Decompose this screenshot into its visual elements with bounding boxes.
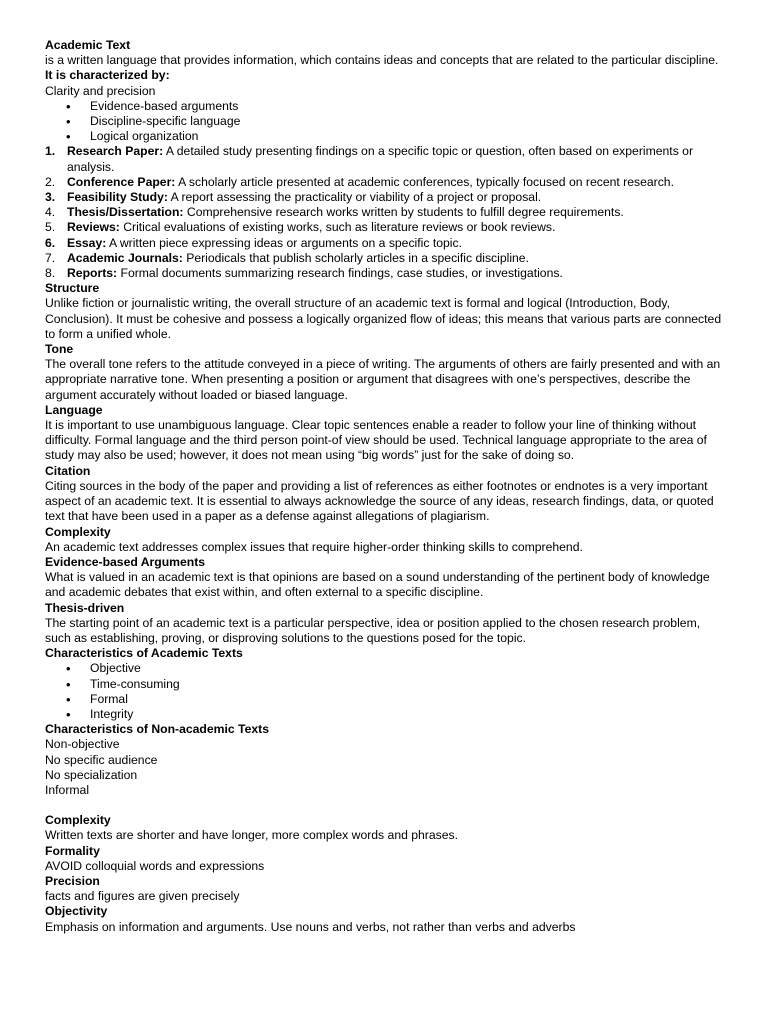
academic-characteristics-heading: Characteristics of Academic Texts xyxy=(45,646,243,661)
list-item xyxy=(45,220,725,235)
section-heading: Citation xyxy=(45,463,91,478)
feature-text: facts and figures are given precisely xyxy=(45,889,240,904)
nonacademic-item: No specific audience xyxy=(45,752,158,767)
list-item xyxy=(45,144,725,174)
item-description: Critical evaluations of existing works, such as literature reviews or book reviews. xyxy=(119,220,556,235)
list-item: • Integrity xyxy=(45,707,725,722)
list-item xyxy=(45,251,725,266)
section-text: Unlike fiction or journalistic writing, the overall structure of an academic text is formal and logical (Introduction, Body, Conclusion). It must be cohesive and possess a logically organized flow of ideas; this means that various parts are connected to form a unified whole. xyxy=(45,296,722,341)
list-item: • Discipline-specific language xyxy=(45,114,725,129)
section-text: It is important to use unambiguous language. Clear topic sentences enable a reader to follow your line of thinking without difficulty. Formal language and the third person point-of view should be used. Technical language appropriate to the area of study may also be used; however, it does not mean using “big words” just for the sake of doing so. xyxy=(45,418,707,463)
feature-text: AVOID colloquial words and expressions xyxy=(45,858,265,873)
item-description: A report assessing the practicality or viability of a project or proposal. xyxy=(167,190,542,205)
document-page xyxy=(45,38,725,935)
list-item xyxy=(45,175,725,190)
list-item: • Evidence-based arguments xyxy=(45,99,725,114)
nonacademic-characteristics-heading: Characteristics of Non-academic Texts xyxy=(45,722,269,737)
section-text: The starting point of an academic text is a particular perspective, idea or position applied to the chosen research problem, such as establishing, proving, or disproving solutions to the questions posed for the topic. xyxy=(45,615,701,645)
feature-text: Written texts are shorter and have longer, more complex words and phrases. xyxy=(45,828,458,843)
item-number: 4. xyxy=(45,205,56,220)
list-item: • Time-consuming xyxy=(45,677,725,692)
feature-heading: Complexity xyxy=(45,813,111,828)
section-heading: Evidence-based Arguments xyxy=(45,554,206,569)
item-term: Essay: xyxy=(67,235,107,250)
section-heading: Thesis-driven xyxy=(45,600,125,615)
feature-heading: Precision xyxy=(45,873,100,888)
text-types-list xyxy=(45,144,725,281)
item-number: 6. xyxy=(45,235,56,250)
nonacademic-item: No specialization xyxy=(45,767,138,782)
characterized-list xyxy=(45,99,725,145)
item-number: 8. xyxy=(45,266,56,281)
characterized-first-item: Clarity and precision xyxy=(45,83,156,98)
section-heading: Language xyxy=(45,402,103,417)
item-description: A scholarly article presented at academic conferences, typically focused on recent research. xyxy=(175,174,674,189)
section-heading: Structure xyxy=(45,281,100,296)
item-description: Periodicals that publish scholarly articles in a specific discipline. xyxy=(182,250,529,265)
item-term: Reports: xyxy=(67,266,118,281)
document-title: Academic Text xyxy=(45,38,131,52)
item-term: Research Paper: xyxy=(67,144,164,159)
item-term: Conference Paper: xyxy=(67,174,176,189)
item-number: 7. xyxy=(45,250,56,265)
section-text: Citing sources in the body of the paper and providing a list of references as either footnotes or endnotes is a very important aspect of an academic text. It is essential to always acknowledge the source of any ideas, research findings, data, or quoted text that have been used in a paper as a defense against allegations of plagiarism. xyxy=(45,478,714,524)
item-term: Reviews: xyxy=(67,220,120,235)
definition-text: is a written language that provides information, which contains ideas and concepts that are related to the particular discipline. xyxy=(45,53,719,68)
item-term: Academic Journals: xyxy=(67,250,183,265)
list-item xyxy=(45,236,725,251)
list-item: • Formal xyxy=(45,692,725,707)
feature-heading: Objectivity xyxy=(45,904,108,919)
list-item xyxy=(45,205,725,220)
item-term: Feasibility Study: xyxy=(67,190,168,205)
item-number: 5. xyxy=(45,220,56,235)
item-description: A detailed study presenting findings on a specific topic or question, often based on experiments or analysis. xyxy=(67,144,694,174)
nonacademic-item: Informal xyxy=(45,782,90,797)
section-heading: Tone xyxy=(45,342,74,357)
list-item xyxy=(45,190,725,205)
list-item xyxy=(45,266,725,281)
section-text: The overall tone refers to the attitude conveyed in a piece of writing. The arguments of others are fairly presented and with an appropriate narrative tone. When presenting a position or argument that disagrees with one’s perspectives, describe the argument accurately without loaded or biased language. xyxy=(45,357,721,402)
section-text: What is valued in an academic text is that opinions are based on a sound understanding of the pertinent body of knowledge and academic debates that exist within, and often external to a specific discipline. xyxy=(45,570,710,600)
item-description: Formal documents summarizing research findings, case studies, or investigations. xyxy=(117,266,563,281)
item-number: 3. xyxy=(45,190,56,205)
list-item: • Objective xyxy=(45,661,725,676)
list-item: • Logical organization xyxy=(45,129,725,144)
section-heading: Complexity xyxy=(45,524,111,539)
feature-text: Emphasis on information and arguments. Use nouns and verbs, not rather than verbs and adverbs xyxy=(45,919,576,934)
item-description: Comprehensive research works written by students to fulfill degree requirements. xyxy=(183,205,624,220)
item-description: A written piece expressing ideas or arguments on a specific topic. xyxy=(106,235,462,250)
section-text: An academic text addresses complex issues that require higher-order thinking skills to comprehend. xyxy=(45,539,583,554)
characterized-heading: It is characterized by: xyxy=(45,68,170,83)
item-term: Thesis/Dissertation: xyxy=(67,205,184,220)
item-number: 2. xyxy=(45,174,56,189)
nonacademic-item: Non-objective xyxy=(45,737,120,752)
feature-heading: Formality xyxy=(45,843,100,858)
blank-line xyxy=(45,798,725,813)
item-number: 1. xyxy=(45,144,56,159)
academic-characteristics-list xyxy=(45,661,725,722)
